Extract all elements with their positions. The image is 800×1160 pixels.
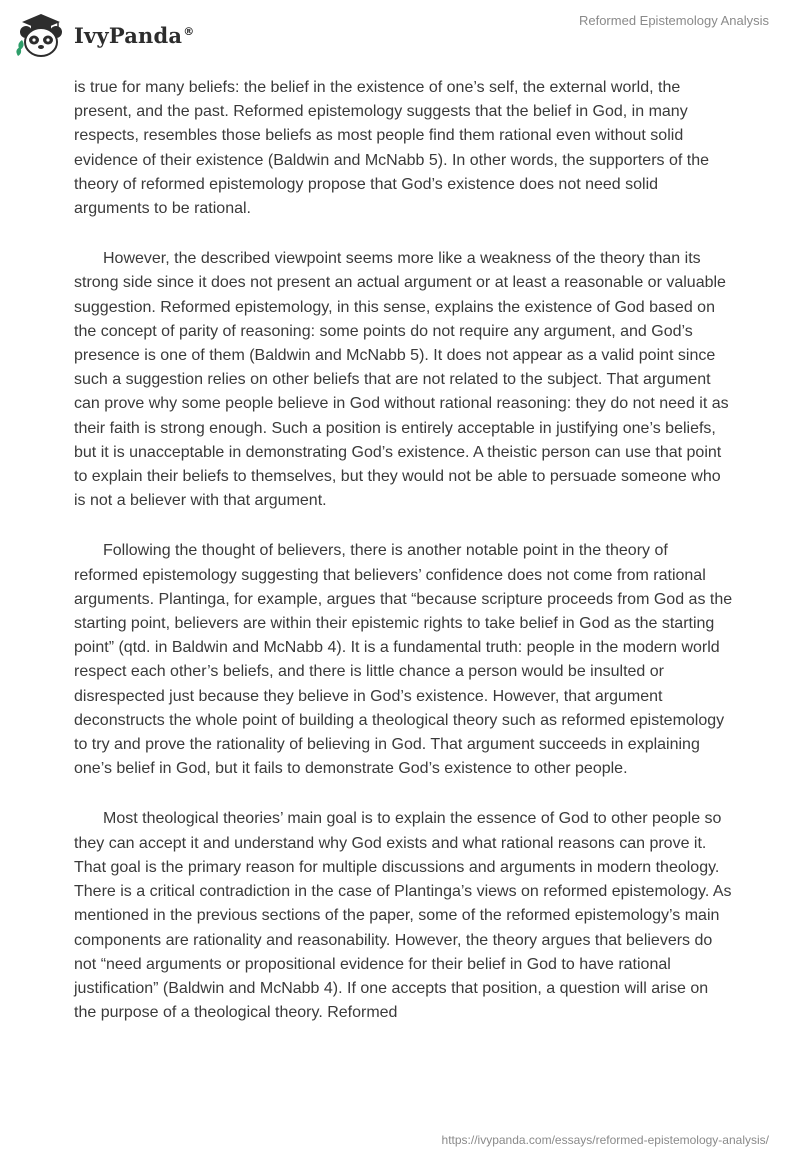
logo-wordmark: IvyPanda® — [74, 22, 195, 48]
panda-graduate-icon — [14, 10, 68, 60]
paragraph-4: Most theological theories’ main goal is to explain the essence of God to other people so they can accept it and understand why God exists and what rational reasons can prove it. That goal is the primary reason for multiple discussions and arguments in modern theology. There is a critical contradiction in the case of Plantinga’s views on reformed epistemology. As mentioned in the previous sections of the paper, some of the reformed epistemology’s main components are rationality and reasonability. However, the theory argues that believers do not “need arguments or propositional evidence for their belief in God to have rational justification” (Baldwin and McNabb 4). If one accepts that position, a question will arise on the purpose of a theological theory. Reformed — [74, 810, 732, 1022]
paragraph-2: However, the described viewpoint seems more like a weakness of the theory than its strong side since it does not present an actual argument or at least a reasonable or valuable suggestion. Reformed epistemology, in this sense, explains the existence of God based on the concept of parity of reasoning: some points do not require any argument, and God’s presence is one of them (Baldwin and McNabb 5). It does not appear as a valid point since such a suggestion relies on other beliefs that are not related to the subject. That argument can prove why some people believe in God without rational reasoning: they do not need it as their faith is strong enough. Such a position is entirely acceptable in justifying one’s beliefs, but it is unacceptable in demonstrating God’s existence. A theistic person can use that point to explain their beliefs to themselves, but they would not be able to persuade someone who is not a believer with that argument. — [74, 250, 729, 510]
source-url-link[interactable]: https://ivypanda.com/essays/reformed-epistemology-analysis/ — [441, 1133, 769, 1147]
page-header — [0, 0, 800, 70]
paragraph-1: is true for many beliefs: the belief in the existence of one’s self, the external world, the present, and the past. Reformed epistemology suggests that the belief in God, in many respects, resembles those beliefs as most people find them rational even without solid evidence of their existence (Baldwin and McNabb 5). In other words, the supporters of the theory of reformed epistemology propose that God’s existence does not need solid arguments to be rational. — [74, 79, 710, 218]
ivypanda-logo[interactable] — [14, 10, 194, 60]
essay-body — [74, 76, 734, 1051]
document-title: Reformed Epistemology Analysis — [578, 13, 769, 28]
paragraph-3: Following the thought of believers, there is another notable point in the theory of reformed epistemology suggesting that believers’ confidence does not come from rational arguments. Plantinga, for example, argues that “because scripture proceeds from God as the starting point, believers are within their epistemic rights to take belief in God as the starting point” (qtd. in Baldwin and McNabb 4). It is a fundamental truth: people in the modern world respect each other’s beliefs, and there is little chance a person would be insulted or disrespected just because they believe in God’s existence. However, that argument deconstructs the whole point of building a theological theory such as reformed epistemology to try and prove the rationality of believing in God. That argument succeeds in explaining one’s belief in God, but it fails to demonstrate God’s existence to other people. — [74, 542, 733, 778]
